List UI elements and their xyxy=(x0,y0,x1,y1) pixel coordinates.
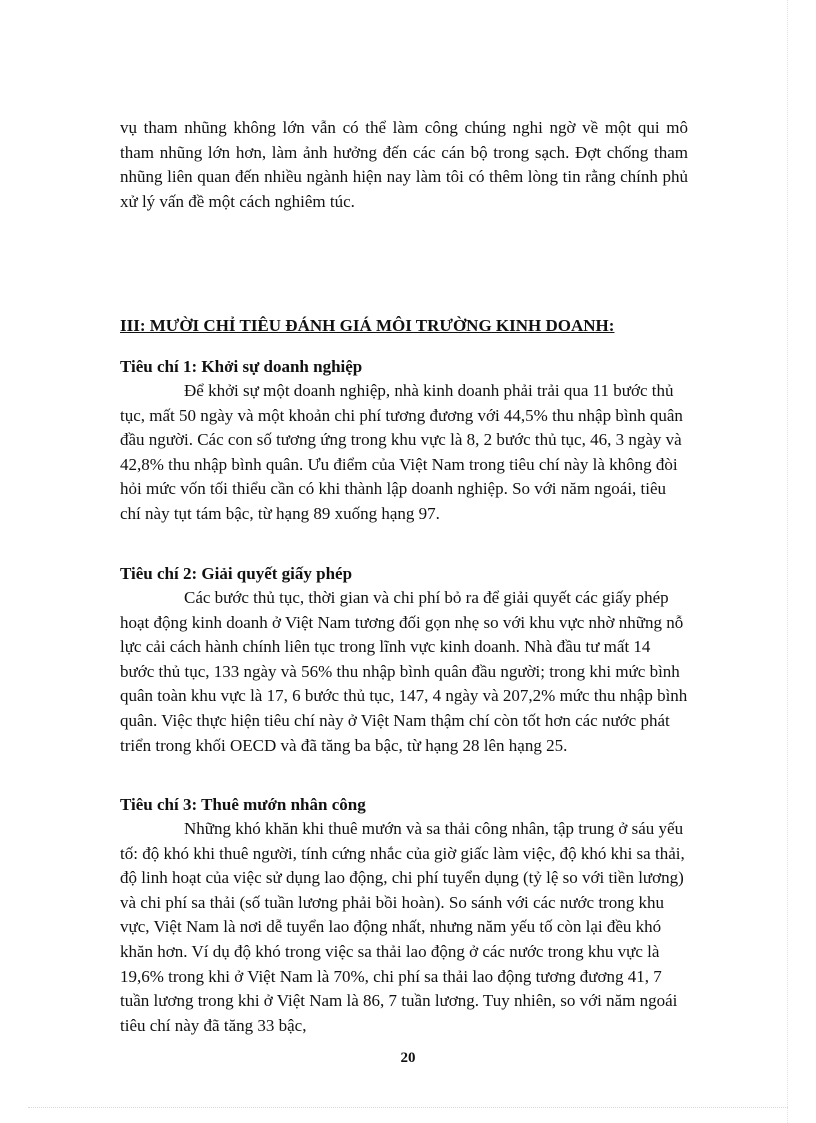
intro-paragraph: vụ tham nhũng không lớn vẫn có thể làm công chúng nghi ngờ về một qui mô tham nhũng lớn hơn, làm ảnh hưởng đến các cán bộ trong sạch. Đợt chống tham nhũng liên quan đến nhiều ngành hiện nay làm tôi có thêm lòng tin rằng chính phủ xử lý vấn đề một cách nghiêm túc. xyxy=(120,118,688,211)
criterion-1-title: Tiêu chí 1: Khởi sự doanh nghiệp xyxy=(120,357,363,376)
criterion-3 xyxy=(120,793,688,1038)
criterion-2-body: Các bước thủ tục, thời gian và chi phí bỏ ra để giải quyết các giấy phép hoạt động kinh doanh ở Việt Nam tương đối gọn nhẹ so với khu vực nhờ những nỗ lực cải cách hành chính liên tục trong lĩnh vực kinh doanh. Nhà đầu tư mất 14 bước thủ tục, 133 ngày và 56% thu nhập bình quân đầu người; trong khi mức bình quân toàn khu vực là 17, 6 bước thủ tục, 147, 4 ngày và 207,2% mức thu nhập bình quân. Việc thực hiện tiêu chí này ở Việt Nam thậm chí còn tốt hơn các nước phát triển trong khối OECD và đã tăng ba bậc, từ hạng 28 lên hạng 25. xyxy=(120,588,688,755)
criterion-3-body: Những khó khăn khi thuê mướn và sa thải công nhân, tập trung ở sáu yếu tố: độ khó khi thuê người, tính cứng nhắc của giờ giấc làm việc, độ khó khi sa thải, độ linh hoạt của việc sử dụng lao động, chi phí tuyển dụng (tỷ lệ so với tiền lương) và chi phí sa thải (số tuần lương phải bồi hoàn). So sánh với các nước trong khu vực, Việt Nam là nơi dễ tuyển lao động nhất, nhưng năm yếu tố còn lại đều khó khăn hơn. Ví dụ độ khó trong việc sa thải lao động ở các nước trong khu vực là 19,6% trong khi ở Việt Nam là 70%, chi phí sa thải lao động tương đương 41, 7 tuần lương trong khi ở Việt Nam là 86, 7 tuần lương. Tuy nhiên, so với năm ngoái tiêu chí này đã tăng 33 bậc, xyxy=(120,819,685,1035)
page-number: 20 xyxy=(400,1050,416,1066)
criterion-2-title: Tiêu chí 2: Giải quyết giấy phép xyxy=(120,564,353,583)
criterion-1 xyxy=(120,355,688,527)
criterion-1-body: Để khởi sự một doanh nghiệp, nhà kinh doanh phải trải qua 11 bước thủ tục, mất 50 ngày và một khoản chi phí tương đương với 44,5% thu nhập bình quân đầu người. Các con số tương ứng trong khu vực là 8, 2 bước thủ tục, 46, 3 ngày và 42,8% thu nhập bình quân. Ưu điểm của Việt Nam trong tiêu chí này là không đòi hỏi mức vốn tối thiểu cần có khi thành lập doanh nghiệp. So với năm ngoái, tiêu chí này tụt tám bậc, từ hạng 89 xuống hạng 97. xyxy=(120,381,683,523)
criterion-2 xyxy=(120,562,688,758)
criterion-3-title: Tiêu chí 3: Thuê mướn nhân công xyxy=(120,795,366,814)
page-right-divider xyxy=(787,0,788,1123)
page-bottom-divider xyxy=(28,1107,788,1108)
section-heading: III: MƯỜI CHỈ TIÊU ĐÁNH GIÁ MÔI TRƯỜNG KINH DOANH: xyxy=(120,316,615,335)
